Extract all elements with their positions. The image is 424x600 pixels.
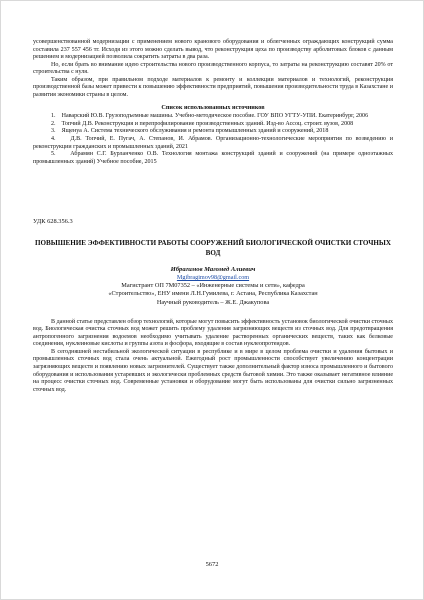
reference-item-4: 4. Д.В. Топчий, Е. Пугач, А. Степанов, И. Абрамов. Организационно-технологические мероприятия по возведению и реконструкции гражданских и промышленных зданий, 2021 — [33, 136, 393, 150]
intro-paragraph-2: Но, если брать во внимание идею строительства нового производственного корпуса, то затраты на реконструкцию составят 20% от строительства с нуля. — [33, 61, 393, 76]
abstract-paragraph: В данной статье представлен обзор технологий, которые могут повысить эффективность установок биологической очистки сточных вод. Биологическая очистка сточных вод может решить проблему удаления загрязняющих веществ из сточных вод. Для предотвращения антропогенного загрязнения водоемов необходимо учитывать удаление растворенных органических веществ, таких как белковые соединения, нуклеиновые кислоты и группы азота и фосфора, входящие в состав нуклеопротеидов. — [33, 318, 393, 348]
body-paragraph: В сегодняшней нестабильной экологической ситуации в республике и в мире в целом проблема очистки и удаления бытовых и промышленных сточных вод стала очень актуальной. Ежегодный рост промышленности способствует увеличению концентрации загрязняющих веществ и появлению новых загрязнителей. Существует также дополнительный фактор износа промышленного и бытового оборудования и использования устаревших и экологически проблемных средств бытовой химии. Это также оказывает негативное влияние на процесс очистки сточных вод. Современные установки и оборудование могут быть использованы для очистки сильно загрязненных сточных вод. — [33, 348, 393, 393]
references-title: Список использованных источников — [161, 104, 265, 112]
author-name: Ибрагимов Магомед Алиевич — [170, 266, 256, 274]
author-email-link[interactable]: Mgibragimov98@gmail.com — [176, 274, 250, 282]
page-number: 5672 — [205, 561, 219, 568]
affiliation-line-2: «Строительство», ЕНУ имени Л.Н.Гумилева, г. Астана, Республика Казахстан — [108, 290, 318, 298]
article-title: ПОВЫШЕНИЕ ЭФФЕКТИВНОСТИ РАБОТЫ СООРУЖЕНИЙ БИОЛОГИЧЕСКОЙ ОЧИСТКИ СТОЧНЫХ ВОД — [34, 239, 392, 257]
reference-item-3: 3. Ященуа А. Система технического обслуживания и ремонта промышленных зданий и сооружений, 2018 — [51, 128, 329, 135]
udc-code: УДК 628.356.3 — [33, 218, 73, 226]
reference-item-1: 1. Наварский Ю.В. Грузоподъемные машины. Учебно-методическое пособие. ГОУ ВПО УГТУ-УПИ. Екатеринбург, 2006 — [51, 113, 369, 120]
supervisor-line: Научный руководитель – Ж.Е. Джакупова — [156, 298, 270, 306]
affiliation-line-1: Магистрант ОП 7М07352 – «Инженерные системы и сети», кафедра — [121, 282, 305, 290]
reference-item-5: 5. Абрамян С.Г. Бурланченко О.В. Технология монтажа конструкций зданий и сооружений (на примере одноэтажных промышленных зданий) Учебное пособие, 2015 — [33, 151, 393, 165]
intro-paragraph-3: Таким образом, при правильном подходе материалов к ремонту и коллекции материалов и технологий, реконструкция производственной базы может привести к повышению эффективности предприятий, повышения производительности труда в Казахстане и развития экономики страны в целом. — [33, 76, 393, 98]
reference-item-2: 2. Топчий Д.В. Реконструкция и перепрофилирование производственных зданий. Изд-во Ассоц. строит. вузов, 2008 — [51, 120, 354, 127]
intro-paragraph-1: усовершенствованной модернизации с применением нового кранового оборудования и облегченных ограждающих конструкций сумма составила 237 557 456 тг. Исходя из этого можно сделать вывод, что реконструкция цеха по производству арболитовых блоков с данным решением и модернизацией позволила сократить затраты в два раза. — [33, 39, 393, 61]
